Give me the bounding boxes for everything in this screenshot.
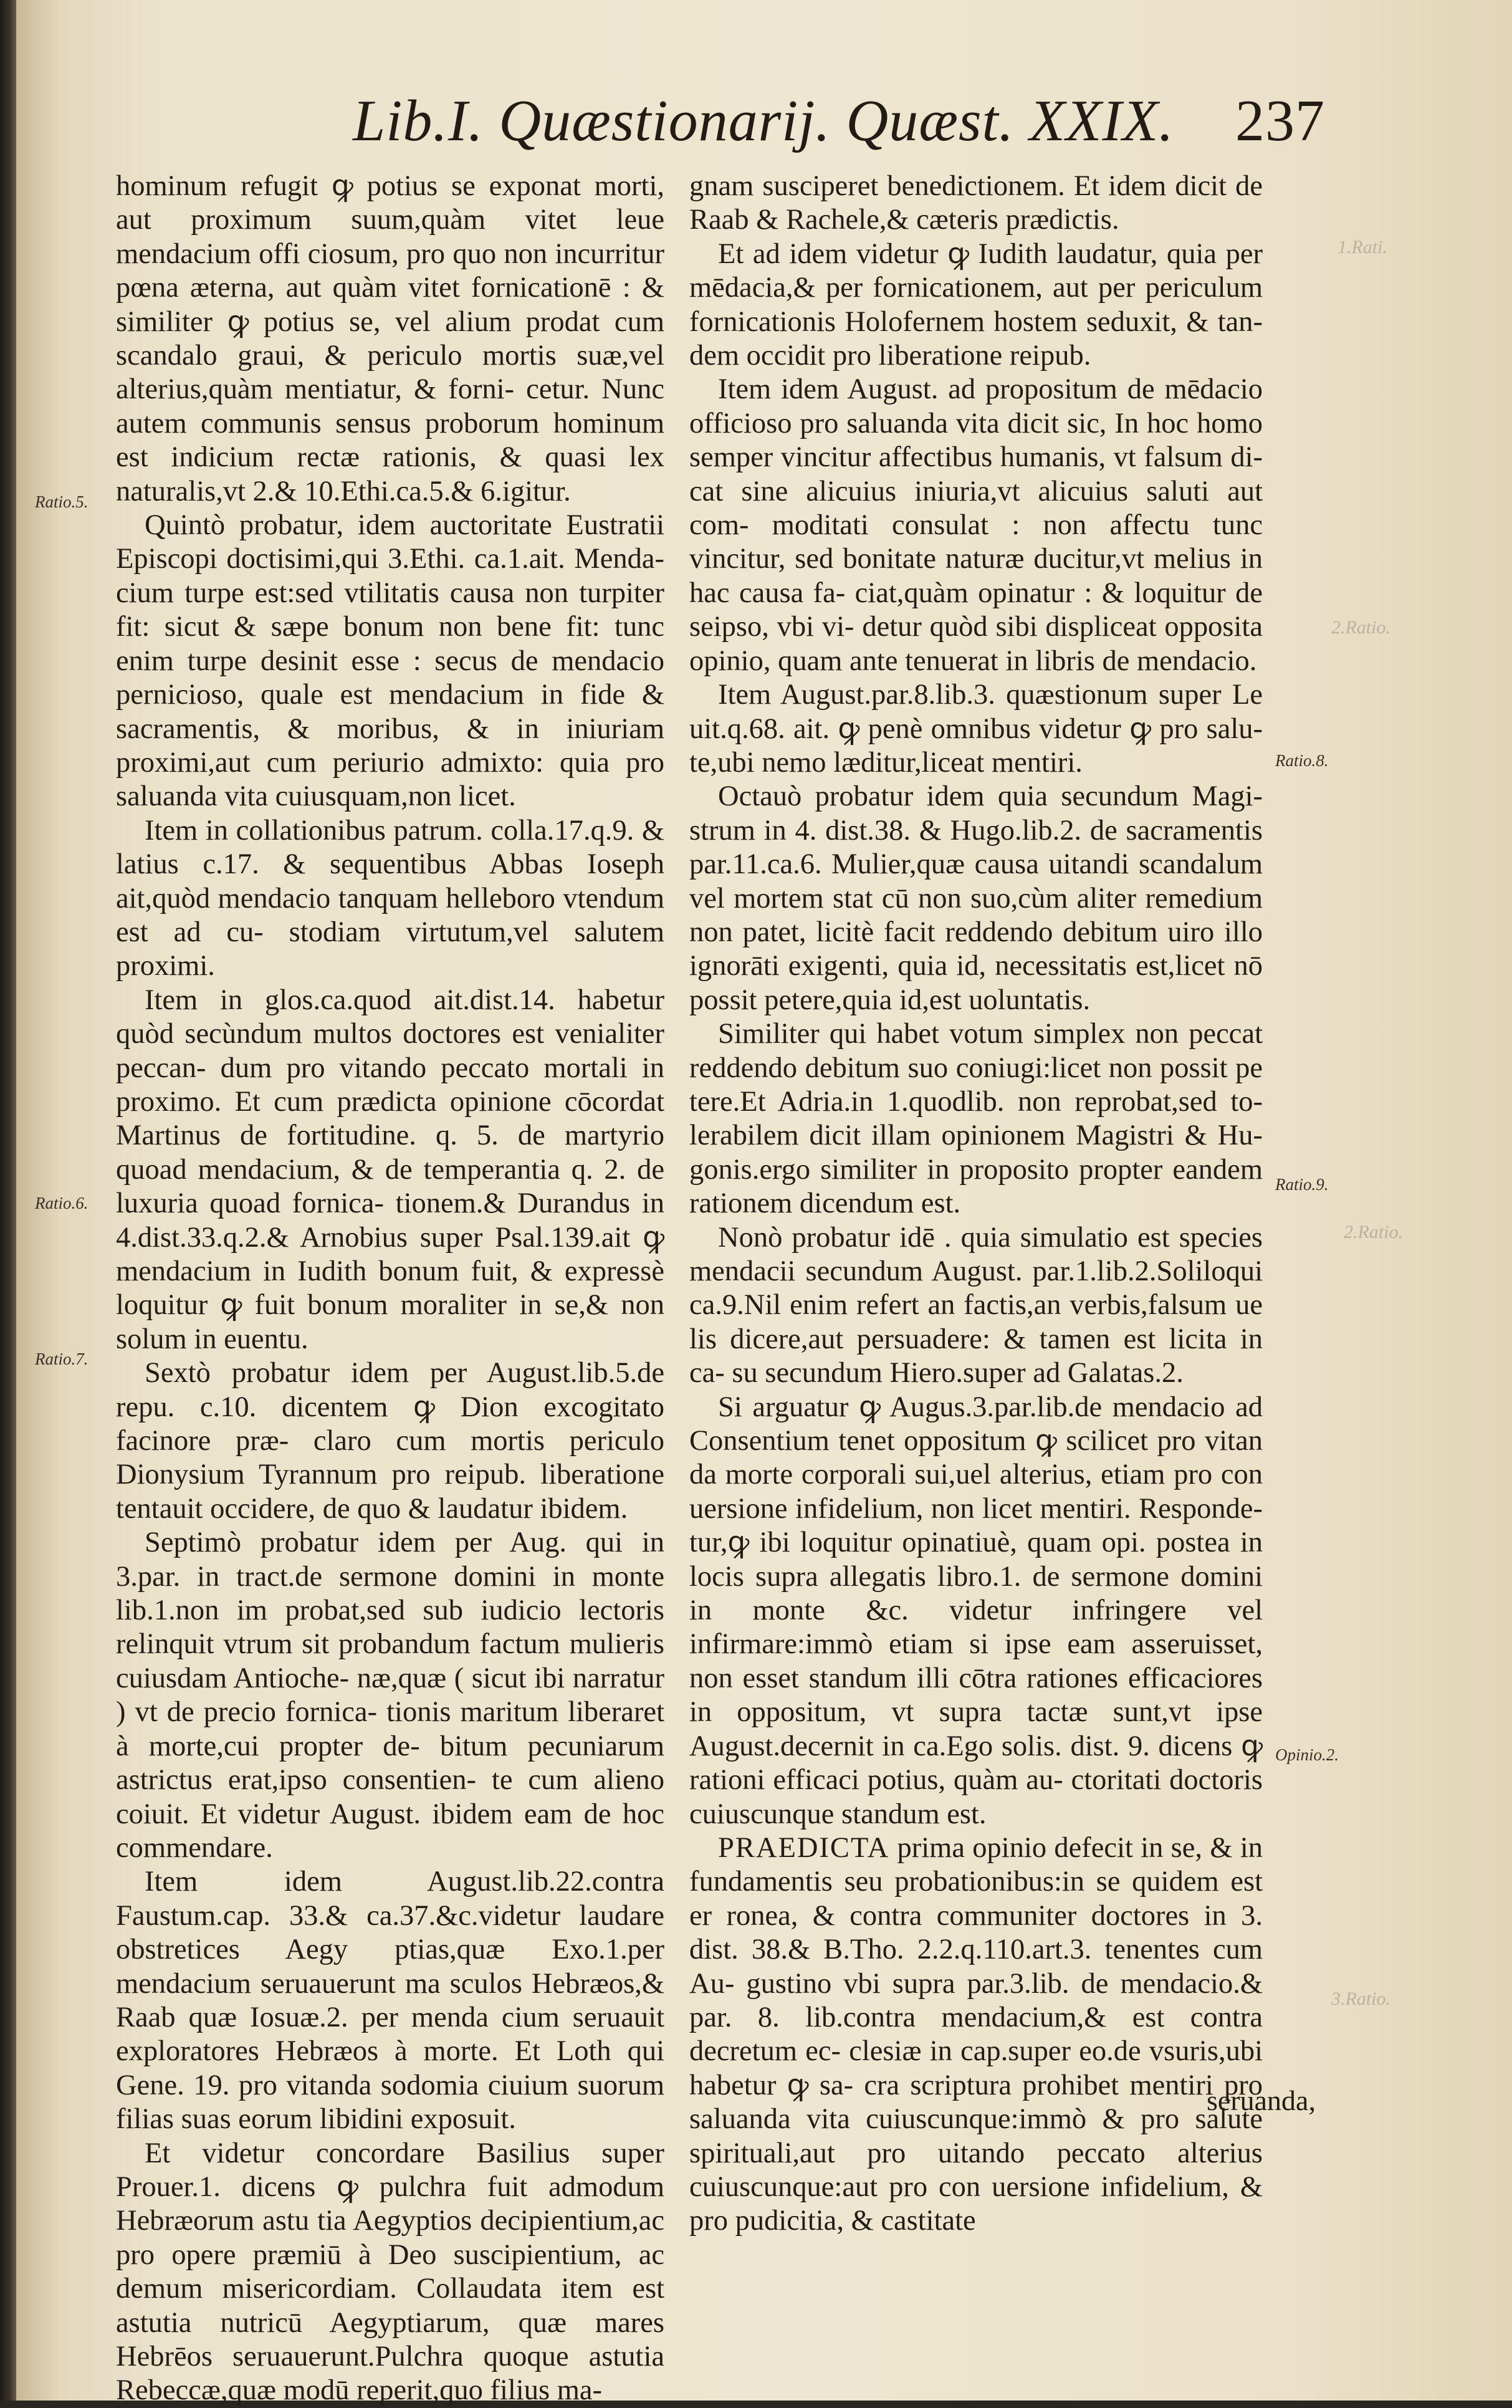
paragraph: Et videtur concordare Basilius super Prouer.1. dicens ꝙ pulchra fuit admodum Hebræorum astu tia Aegyptios decipientium,ac pro opere præmiū à Deo suscipientium, ac demum misericordiam. Collaudata item est astutia nutricū Aegyptiarum, quæ mares Hebrēos seruauerunt.Pulchra quoque astutia Rebeccæ,quæ modū reperit,quo filius ma-	[116, 2137, 664, 2407]
paragraph: Item August.par.8.lib.3. quæstionum super Le uit.q.68. ait. ꝙ penè omnibus videtur ꝙ pro salu- te,ubi nemo læditur,liceat mentiri.	[689, 679, 1263, 779]
paragraph: Si arguatur ꝙ Augus.3.par.lib.de mendacio ad Consentium tenet oppositum ꝙ scilicet pro vitan da morte corporali sui,uel alterius, etiam pro con uersione infidelium, non licet mentiri. Responde- tur,ꝙ ibi loquitur opinatiuè, quam opi. postea in locis supra allegatis libro.1. de sermone domini in monte &c. videtur infringere vel infirmare:immò etiam si ipse eam asseruisset, non esset standum illi cōtra rationes efficaciores in oppositum, vt supra tactæ sunt,vt ipse August.decernit in ca.Ego solis. dist. 9. dicens ꝙ rationi efficaci potius, quàm au- ctoritati doctoris cuiuscunque standum est.	[689, 1391, 1263, 1830]
paragraph-text: prima opinio defecit in se, & in fundamentis seu probationibus:in se quidem est er ronea, & contra communiter doctores in 3. dist. 38.& B.Tho. 2.2.q.110.art.3. tenentes cum Au- gustino vbi supra par.3.lib. de mendacio.& par. 8. lib.contra mendacium,& est contra decretum ec- clesiæ in cap.super eo.de vsuris,ubi habetur ꝙ sa- cra scriptura prohibet mentiri pro saluanda vita cuiuscunque:immò & pro salute spirituali,aut pro uitando peccato alterius cuiuscunque:aut pro con uersione infidelium, & pro pudicitia, & castitate	[689, 1831, 1263, 2237]
paragraph: Item in collationibus patrum. colla.17.q.9. & latius c.17. & sequentibus Abbas Ioseph ait,quòd mendacio tanquam helleboro vtendum est ad cu- stodiam virtutum,vel salutem proximi.	[116, 814, 664, 982]
running-header	[353, 87, 1325, 156]
paragraph	[689, 1831, 1263, 2238]
book-spine-shadow	[0, 0, 16, 2401]
catchword: seruanda,	[1207, 2084, 1316, 2116]
folio-number: 237	[1235, 89, 1325, 153]
paragraph: Octauò probatur idem quia secundum Magi- strum in 4. dist.38. & Hugo.lib.2. de sacramentis par.11.ca.6. Mulier,quæ causa uitandi scandalum vel mortem stat cū non suo,cùm aliter remedium non patet, licitè facit reddendo debitum uiro illo ignorāti exigenti, quia id, necessitatis est,licet nō possit petere,quia id,est uoluntatis.	[689, 780, 1263, 1016]
paragraph: Sextò probatur idem per August.lib.5.de repu. c.10. dicentem ꝙ Dion excogitato facinore præ- claro cum mortis periculo Dionysium Tyrannum pro reipub. liberatione tentauit occidere, de quo & laudatur ibidem.	[116, 1357, 664, 1525]
left-text-column	[116, 170, 664, 2408]
paragraph: Quintò probatur, idem auctoritate Eustratii Episcopi doctisimi,qui 3.Ethi. ca.1.ait. Menda- cium turpe est:sed vtilitatis causa non turpiter fit: sicut & sæpe bonum non bene fit: tunc enim turpe desinit esse : secus de mendacio pernicioso, quale est mendacium in fide & sacramentis, & moribus, & in iniuriam proximi,aut cum periurio admixto: quia pro saluanda vita cuiusquam,non licet.	[116, 509, 664, 813]
show-through-mark: 1.Rati.	[1337, 237, 1387, 257]
show-through-mark: 3.Ratio.	[1331, 1988, 1390, 2009]
running-title: Lib.I. Quæstionarij. Quæst. XXIX.	[353, 89, 1174, 153]
book-page	[16, 0, 1512, 2407]
paragraph: hominum refugit ꝙ potius se exponat morti, aut proximum suum,quàm vitet leue mendacium offi ciosum, pro quo non incurritur pœna æterna, aut quàm vitet fornicationē : & similiter ꝙ potius se, vel alium prodat cum scandalo graui, & periculo mortis suæ,vel alterius,quàm mentiatur, & forni- cetur. Nunc autem communis sensus proborum hominum est indicium rectæ rationis, & quasi lex naturalis,vt 2.& 10.Ethi.ca.5.& 6.igitur.	[116, 170, 664, 507]
marginal-note: Opinio.2.	[1275, 1745, 1339, 1764]
marginal-note: Ratio.6.	[35, 1194, 89, 1212]
marginal-note: Ratio.8.	[1275, 751, 1329, 770]
paragraph: Item in glos.ca.quod ait.dist.14. habetur quòd secùndum multos doctores est venialiter peccan- dum pro vitando peccato mortali in proximo. Et cum prædicta opinione cōcordat Martinus de fortitudine. q. 5. de martyrio quoad mendacium, & de temperantia q. 2. de luxuria quoad fornica- tionem.& Durandus in 4.dist.33.q.2.& Arnobius super Psal.139.ait ꝙ mendacium in Iudith bonum fuit, & expressè loquitur ꝙ fuit bonum moraliter in se,& non solum in euentu.	[116, 984, 664, 1355]
small-caps-lead: PRAEDICTA	[718, 1831, 890, 1864]
paragraph: Similiter qui habet votum simplex non peccat reddendo debitum suo coniugi:licet non possit pe tere.Et Adria.in 1.quodlib. non reprobat,sed to- lerabilem dicit illam opinionem Magistri & Hu- gonis.ergo similiter in proposito propter eandem rationem dicendum est.	[689, 1018, 1263, 1220]
marginal-note: Ratio.5.	[35, 492, 89, 511]
paragraph: Item idem August. ad propositum de mēdacio officioso pro saluanda vita dicit sic, In hoc homo semper vincitur affectibus humanis, vt falsum di- cat sine alicuius iniuria,vt alicuius saluti aut com- moditati consulat : non affectu tunc vincitur, sed bonitate naturæ ducitur,vt melius in hac causa fa- ciat,quàm opinatur : & loquitur de seipso, vbi vi- detur quòd sibi displiceat opposita opinio, quam ante tenuerat in libris de mendacio.	[689, 373, 1263, 677]
marginal-note: Ratio.7.	[35, 1350, 89, 1368]
show-through-mark: 2.Ratio.	[1344, 1222, 1403, 1242]
paragraph: Et ad idem videtur ꝙ Iudith laudatur, quia per mēdacia,& per fornicationem, aut per periculum fornicationis Holofernem hostem seduxit, & tan- dem occidit pro liberatione reipub.	[689, 237, 1263, 372]
paragraph: Septimò probatur idem per Aug. qui in 3.par. in tract.de sermone domini in monte lib.1.non im probat,sed sub iudicio lectoris relinquit vtrum sit probandum factum mulieris cuiusdam Antioche- næ,quæ ( sicut ibi narratur ) vt de precio fornica- tionis maritum liberaret à morte,cui propter de- bitum pecuniarum astrictus erat,ipso consentien- te cum alieno coiuit. Et videtur August. ibidem eam de hoc commendare.	[116, 1527, 664, 1864]
paragraph: gnam susciperet benedictionem. Et idem dicit de Raab & Rachele,& cæteris prædictis.	[689, 170, 1263, 236]
right-text-column	[689, 170, 1263, 2238]
paragraph: Item idem August.lib.22.contra Faustum.cap. 33.& ca.37.&c.videtur laudare obstretices Aegy ptias,quæ Exo.1.per mendacium seruauerunt ma sculos Hebræos,& Raab quæ Iosuæ.2. per menda cium seruauit exploratores Hebræos à morte. Et Loth qui Gene. 19. pro vitanda sodomia ciuium suorum filias suas eorum libidini exposuit.	[116, 1866, 664, 2136]
show-through-mark: 2.Ratio.	[1331, 617, 1390, 638]
paragraph: Nonò probatur idē . quia simulatio est species mendacii secundum August. par.1.lib.2.Soliloqui ca.9.Nil enim refert an factis,an verbis,falsum ue lis dicere,aut persuadere: & tamen est licita in ca- su secundum Hiero.super ad Galatas.2.	[689, 1221, 1263, 1389]
marginal-note: Ratio.9.	[1275, 1175, 1329, 1194]
